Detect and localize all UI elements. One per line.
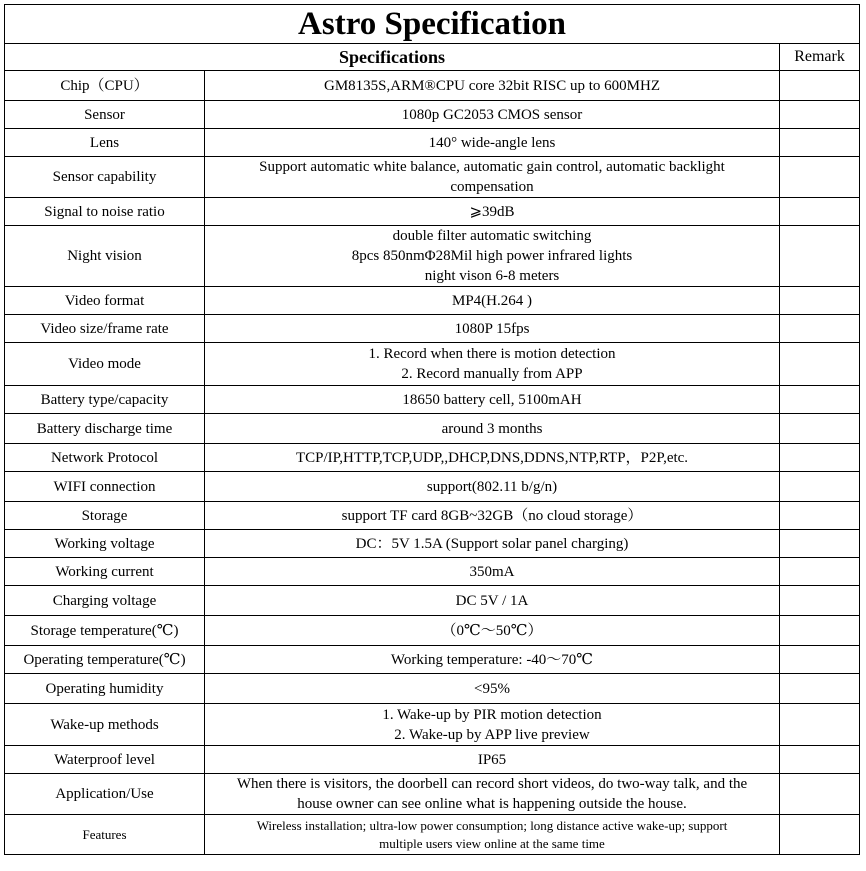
spec-remark	[780, 343, 860, 386]
spec-value-line: Wireless installation; ultra-low power consumption; long distance active wake-up; support	[256, 817, 728, 833]
spec-remark	[780, 157, 860, 198]
spec-label: Storage temperature(℃)	[5, 616, 205, 646]
spec-label: Video format	[5, 287, 205, 315]
spec-remark	[780, 704, 860, 746]
spec-row	[5, 502, 860, 530]
spec-value	[205, 71, 780, 101]
spec-remark	[780, 746, 860, 774]
spec-value-line: 2. Wake-up by APP live preview	[394, 726, 590, 743]
spec-value	[205, 674, 780, 704]
spec-value	[205, 472, 780, 502]
spec-row	[5, 198, 860, 226]
remark-header: Remark	[780, 44, 860, 71]
spec-remark	[780, 558, 860, 586]
spec-row	[5, 558, 860, 586]
spec-value-line: support(802.11 b/g/n)	[426, 478, 558, 495]
spec-value	[205, 646, 780, 674]
spec-label: Features	[5, 815, 205, 855]
spec-remark	[780, 472, 860, 502]
spec-value	[205, 101, 780, 129]
spec-value-line: DC：5V 1.5A (Support solar panel charging)	[355, 535, 629, 552]
spec-remark	[780, 129, 860, 157]
spec-value-line: Support automatic white balance, automatic gain control, automatic backlight	[259, 159, 725, 175]
spec-value	[205, 704, 780, 746]
spec-value	[205, 616, 780, 646]
spec-remark	[780, 226, 860, 287]
spec-value-line: 2. Record manually from APP	[401, 366, 583, 382]
spec-rows	[5, 71, 860, 855]
spec-row	[5, 586, 860, 616]
spec-value-line: 350mA	[469, 563, 515, 580]
spec-remark	[780, 315, 860, 343]
spec-value-line: ⩾39dB	[469, 203, 515, 220]
spec-label: Sensor capability	[5, 157, 205, 198]
spec-row	[5, 101, 860, 129]
spec-remark	[780, 586, 860, 616]
spec-value-line: house owner can see online what is happening outside the house.	[297, 796, 687, 812]
spec-row	[5, 674, 860, 704]
spec-value	[205, 315, 780, 343]
spec-value-line: double filter automatic switching	[392, 228, 592, 244]
spec-value-line: DC 5V / 1A	[455, 592, 529, 609]
spec-row	[5, 414, 860, 444]
spec-label: Application/Use	[5, 774, 205, 815]
spec-value	[205, 586, 780, 616]
spec-remark	[780, 444, 860, 472]
spec-value-line: multiple users view online at the same time	[379, 835, 605, 851]
spec-remark	[780, 502, 860, 530]
spec-value	[205, 815, 780, 855]
spec-value-line: support TF card 8GB~32GB（no cloud storage）	[341, 507, 643, 524]
spec-label: Charging voltage	[5, 586, 205, 616]
spec-row	[5, 530, 860, 558]
spec-value	[205, 774, 780, 815]
spec-value-line: Working temperature: -40～70℃	[390, 651, 594, 668]
spec-remark	[780, 774, 860, 815]
spec-value	[205, 226, 780, 287]
spec-value-line: 1080p GC2053 CMOS sensor	[401, 106, 583, 123]
spec-value-line: TCP/IP,HTTP,TCP,UDP,,DHCP,DNS,DDNS,NTP,RTP，P2P,etc.	[295, 449, 689, 466]
spec-value	[205, 386, 780, 414]
spec-value-line: 140° wide-angle lens	[428, 134, 556, 151]
spec-label: Working current	[5, 558, 205, 586]
spec-value-line: 18650 battery cell, 5100mAH	[402, 391, 582, 408]
spec-remark	[780, 198, 860, 226]
spec-remark	[780, 616, 860, 646]
spec-row	[5, 287, 860, 315]
spec-remark	[780, 386, 860, 414]
spec-value-line: around 3 months	[441, 420, 543, 437]
spec-value	[205, 746, 780, 774]
spec-label: Working voltage	[5, 530, 205, 558]
spec-row	[5, 646, 860, 674]
spec-label: Chip（CPU）	[5, 71, 205, 101]
spec-remark	[780, 530, 860, 558]
spec-value-line: GM8135S,ARM®CPU core 32bit RISC up to 600MHZ	[323, 77, 660, 94]
spec-row	[5, 129, 860, 157]
spec-label: Network Protocol	[5, 444, 205, 472]
spec-value	[205, 444, 780, 472]
spec-row	[5, 343, 860, 386]
spec-value	[205, 414, 780, 444]
spec-label: WIFI connection	[5, 472, 205, 502]
spec-remark	[780, 71, 860, 101]
spec-remark	[780, 101, 860, 129]
spec-row	[5, 616, 860, 646]
spec-row	[5, 226, 860, 287]
spec-row	[5, 815, 860, 855]
spec-row	[5, 386, 860, 414]
spec-value	[205, 287, 780, 315]
spec-label: Wake-up methods	[5, 704, 205, 746]
spec-value	[205, 343, 780, 386]
spec-row	[5, 157, 860, 198]
spec-row	[5, 444, 860, 472]
spec-value	[205, 198, 780, 226]
spec-table	[4, 4, 860, 855]
spec-label: Operating temperature(℃)	[5, 646, 205, 674]
spec-value-line: （0℃～50℃）	[441, 622, 543, 639]
spec-remark	[780, 287, 860, 315]
spec-row	[5, 704, 860, 746]
page-title: Astro Specification	[5, 5, 860, 44]
spec-label: Video size/frame rate	[5, 315, 205, 343]
spec-remark	[780, 815, 860, 855]
spec-label: Lens	[5, 129, 205, 157]
spec-label: Storage	[5, 502, 205, 530]
spec-label: Battery type/capacity	[5, 386, 205, 414]
spec-value	[205, 157, 780, 198]
spec-label: Waterproof level	[5, 746, 205, 774]
spec-value-line: night vison 6-8 meters	[424, 268, 560, 284]
spec-value-line: 1. Record when there is motion detection	[368, 346, 616, 362]
spec-label: Video mode	[5, 343, 205, 386]
spec-label: Sensor	[5, 101, 205, 129]
spec-row	[5, 315, 860, 343]
spec-label: Night vision	[5, 226, 205, 287]
spec-value-line: MP4(H.264 )	[451, 292, 532, 309]
spec-remark	[780, 414, 860, 444]
spec-value	[205, 502, 780, 530]
spec-value	[205, 558, 780, 586]
spec-value-line: 1. Wake-up by PIR motion detection	[382, 706, 602, 723]
spec-label: Operating humidity	[5, 674, 205, 704]
spec-remark	[780, 646, 860, 674]
spec-row	[5, 71, 860, 101]
spec-label: Signal to noise ratio	[5, 198, 205, 226]
spec-value	[205, 129, 780, 157]
spec-value-line: IP65	[477, 751, 507, 768]
spec-value-line: 8pcs 850nmΦ28Mil high power infrared lights	[351, 248, 633, 264]
spec-label: Battery discharge time	[5, 414, 205, 444]
spec-value	[205, 530, 780, 558]
spec-row	[5, 472, 860, 502]
spec-value-line: <95%	[474, 680, 510, 697]
spec-value-line: When there is visitors, the doorbell can record short videos, do two-way talk, and the	[236, 776, 748, 792]
spec-row	[5, 774, 860, 815]
specifications-header: Specifications	[5, 44, 780, 71]
spec-remark	[780, 674, 860, 704]
spec-sheet	[4, 4, 860, 855]
spec-row	[5, 746, 860, 774]
spec-value-line: 1080P 15fps	[454, 320, 530, 337]
spec-value-line: compensation	[450, 179, 534, 195]
